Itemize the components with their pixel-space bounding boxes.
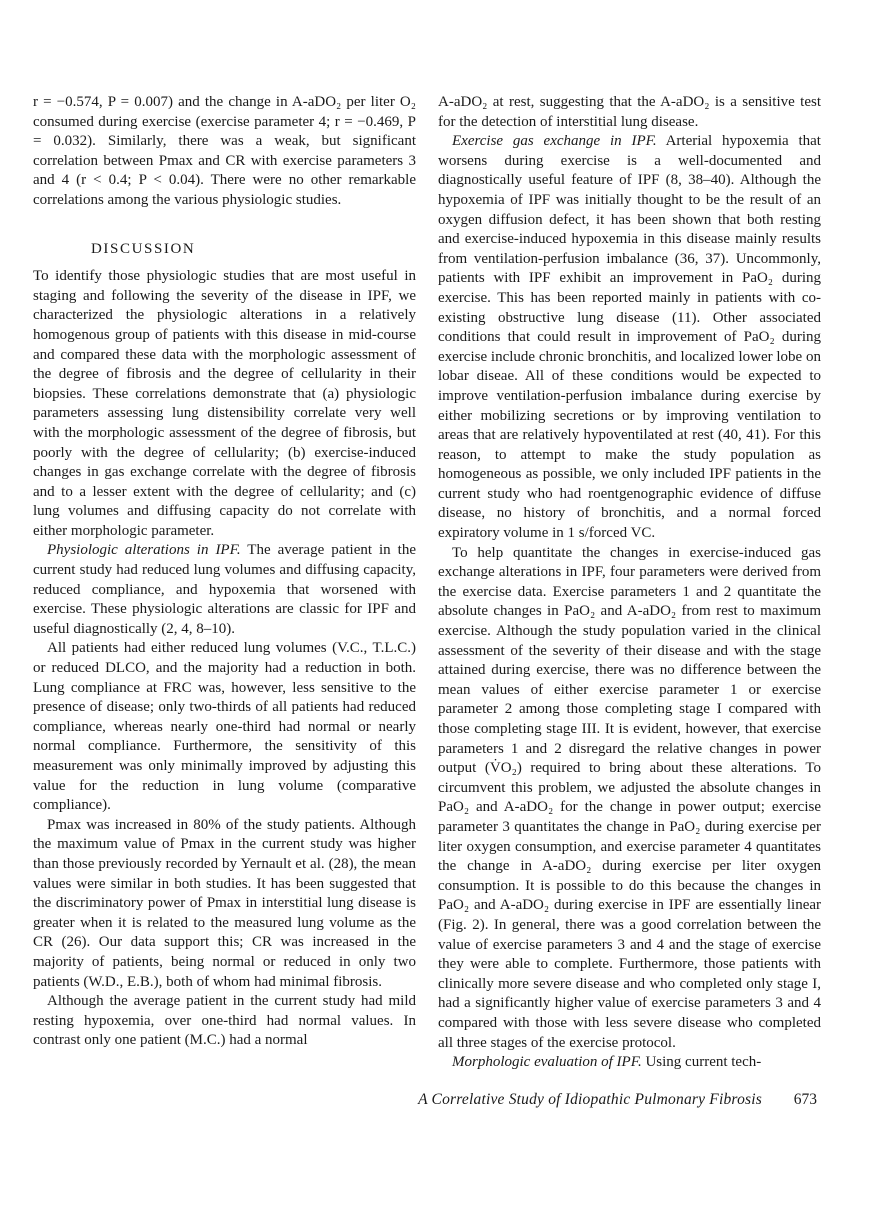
- paragraph-discussion-intro: To identify those physiologic studies that are most useful in staging and following the severity of the disease in IPF, we characterized the physiologic alterations in a relatively homogenous group of patients with this disease in mid-course and compared these data with the morphologic assessment of the degree of fibrosis and the degree of cellularity in their biopsies. These correlations demonstrate that (a) physiologic parameters assessing lung distensibility correlate very well with the morphologic assessment of the degree of fibrosis, but poorly with the degree of cellularity; (b) exercise-induced changes in gas exchange correlate with the degree of fibrosis and to a lesser extent with the degree of cellularity; and (c) lung volumes and diffusing capacity do not correlate with either morphologic parameter.: [33, 268, 416, 539]
- run-in-heading-exercise: Exercise gas exchange in IPF.: [452, 133, 657, 150]
- run-in-heading-physiologic: Physiologic alterations in IPF.: [47, 542, 241, 559]
- paragraph-continued: A-aDO₂ at rest, suggesting that the A-aDO₂ is a sensitive test for the detection of interstitial lung disease.: [438, 94, 821, 130]
- paragraph-text: Using current tech-: [645, 1054, 762, 1071]
- run-in-heading-morphologic: Morphologic evaluation of IPF.: [452, 1054, 642, 1071]
- paragraph-text: Arterial hypoxemia that worsens during exercise is a well-documented and diagnostically useful feature of IPF (8, 38–40). Although the hypoxemia of IPF was initially thought to be the result of an oxygen diffusion defect, it has been shown that both resting and exercise-induced hypoxemia in this disease mainly results from ventilation-perfusion imbalance (36, 37). Uncommonly, patients with IPF exhibit an improvement in PaO₂ during exercise. This has been reported mainly in patients with co-existing obstructive lung disease (11). Other associated conditions that could result in improvement of PaO₂ during exercise include chronic bronchitis, and localized lower lobe on lobar diseae. All of these conditions would be expected to improve ventilation-perfusion imbalance during exercise by either mobilizing secretions or by improving ventilation to areas that are relatively hypoventilated at rest (40, 41). For this reason, to attempt to make the study population as homogeneous as possible, we only included IPF patients in the current study who had roentgenographic evidence of diffuse disease, no history of bronchitis, and a normal forced expiratory volume in 1 s/forced VC.: [438, 133, 821, 542]
- paragraph-morphologic-evaluation: [438, 1053, 821, 1073]
- running-title: A Correlative Study of Idiopathic Pulmonary Fibrosis: [418, 1091, 762, 1108]
- paragraph-exercise-gas-exchange: [438, 132, 821, 543]
- paragraph-physiologic-alterations: [33, 541, 416, 639]
- paragraph-exercise-parameters: To help quantitate the changes in exercise-induced gas exchange alterations in IPF, four parameters were derived from the exercise data. Exercise parameters 1 and 2 quantitate the absolute changes in PaO₂ and A-aDO₂ from rest to maximum exercise. Although the study population varied in the clinical assessment of the severity of their disease and with the stage attained during exercise, there was no difference between the mean values of either exercise parameter 1 or exercise parameter 2 among those completing stage I compared with those completing stage III. It is evident, however, that exercise parameters 1 and 2 disregard the relative changes in power output (V̇O₂) required to bring about these alterations. To circumvent this problem, we adjusted the absolute changes in PaO₂ and A-aDO₂ for the change in power output; exercise parameter 3 quantitates the change in PaO₂ during exercise per liter oxygen consumption, and exercise parameter 4 quantitates the change in A-aDO₂ during exercise per liter oxygen consumption. It is possible to do this because the changes in PaO₂ and A-aDO₂ during exercise in IPF are essentially linear (Fig. 2). In general, there was a good correlation between the value of exercise parameters 3 and 4 and the stage of exercise they were able to complete. Furthermore, those patients with clinically more severe disease and who completed only stage I, had a significantly higher value of exercise parameters 3 and 4 compared with those with less severe disease who completed all three stages of the exercise protocol.: [438, 544, 821, 1051]
- paragraph-results-end: r = −0.574, P = 0.007) and the change in A-aDO₂ per liter O₂ consumed during exercise (exercise parameter 4; r = −0.469, P = 0.032). Similarly, there was a weak, but significant correlation between Pmax and CR with exercise parameters 3 and 4 (r < 0.4; P < 0.04). There were no other remarkable correlations among the various physiologic studies.: [33, 94, 416, 208]
- page-footer: [0, 1091, 880, 1115]
- left-column: [33, 93, 416, 1051]
- paragraph-hypoxemia: Although the average patient in the current study had mild resting hypoxemia, over one-third had normal values. In contrast only one patient (M.C.) had a normal: [33, 993, 416, 1049]
- section-heading-discussion: DISCUSSION: [91, 240, 196, 257]
- right-column: [438, 93, 821, 1073]
- page-number: 673: [793, 1091, 817, 1108]
- paragraph-lung-volumes: All patients had either reduced lung volumes (V.C., T.L.C.) or reduced DLCO, and the majority had a reduction in both. Lung compliance at FRC was, however, less sensitive to the presence of disease; only two-thirds of all patients had reduced compliance, whereas nearly one-third had normal or nearly normal compliance. Furthermore, the sensitivity of this measurement was only minimally improved by adjusting this value for the reduction in lung volume (comparative compliance).: [33, 640, 416, 814]
- paragraph-text: The average patient in the current study had reduced lung volumes and diffusing capacity, reduced compliance, and hypoxemia that worsened with exercise. These physiologic alterations are classic for IPF and useful diagnostically (2, 4, 8–10).: [33, 542, 416, 637]
- paragraph-pmax: Pmax was increased in 80% of the study patients. Although the maximum value of Pmax in the current study was higher than those previously recorded by Yernault et al. (28), the mean values were similar in both studies. It has been suggested that the discriminatory power of Pmax in interstitial lung disease is greater when it is related to the measured lung volume as the CR (26). Our data support this; CR was increased in the majority of patients, being normal or reduced in only two patients (W.D., E.B.), both of whom had minimal fibrosis.: [33, 816, 416, 990]
